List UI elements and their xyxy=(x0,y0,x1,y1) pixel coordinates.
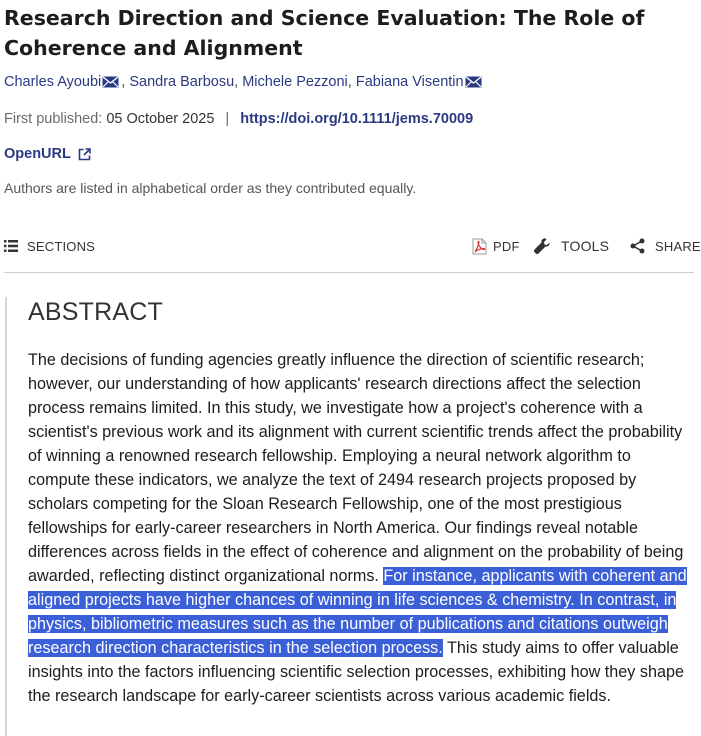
abstract-text-selected[interactable]: For instance, applicants with coherent and aligned projects have higher chances of winning in life sciences & chemistry. In contrast, in physics, bibliometric measures such as the number of publications and citations outweigh research direction characteristics in the selection process. xyxy=(28,567,687,657)
pdf-icon xyxy=(472,238,487,255)
tools-button[interactable] xyxy=(533,236,609,256)
wrench-icon xyxy=(533,237,551,255)
author-separator: , xyxy=(234,74,239,90)
publication-info xyxy=(4,111,473,127)
sections-label: SECTIONS xyxy=(27,238,96,254)
author-list xyxy=(4,74,484,90)
share-icon xyxy=(630,238,645,254)
pdf-label: PDF xyxy=(493,238,520,254)
list-icon xyxy=(4,240,18,252)
published-label: First published: xyxy=(4,111,103,127)
abstract-text-before: The decisions of funding agencies greatly influence the direction of scientific research; however, our understanding of how applicants' research directions affect the selection process remains limited. In this study, we investigate how a project's coherence with a scientist's previous work and its alignment with current scientific trends affect the probability of winning a renowned research fellowship. Employing a neural network algorithm to compute these indicators, we analyze the text of 2494 research projects proposed by scholars competing for the Sloan Research Fellowship, one of the most prestigious fellowships for early-career researchers in North America. Our findings reveal notable differences across fields in the effect of coherence and alignment on the probability of being awarded, reflecting distinct organizational norms. xyxy=(28,351,684,585)
envelope-icon[interactable] xyxy=(465,76,482,88)
share-label: SHARE xyxy=(655,238,701,254)
published-date: 05 October 2025 xyxy=(106,111,215,127)
pdf-button[interactable] xyxy=(472,236,520,256)
abstract-text-after: This study aims to offer valuable insights into the factors influencing scientific selection processes, exhibiting how they shape the research landscape for early-career scientists across various academic fields. xyxy=(28,639,684,705)
openurl-label: OpenURL xyxy=(4,146,71,162)
abstract-heading: ABSTRACT xyxy=(28,298,163,326)
abstract-body xyxy=(28,348,694,708)
article-toolbar xyxy=(4,236,701,256)
author-link[interactable]: Charles Ayoubi xyxy=(4,74,102,90)
article-title: Research Direction and Science Evaluation: The Role of Coherence and Alignment xyxy=(4,6,645,60)
external-link-icon xyxy=(78,148,91,161)
share-button[interactable] xyxy=(630,236,701,256)
tools-label: TOOLS xyxy=(561,238,610,254)
toolbar-divider xyxy=(4,272,694,273)
author-separator: , xyxy=(121,74,126,90)
author-link[interactable]: Sandra Barbosu xyxy=(129,74,235,90)
author-separator: , xyxy=(347,74,352,90)
sections-button[interactable] xyxy=(4,236,95,256)
envelope-icon[interactable] xyxy=(102,76,119,88)
doi-link[interactable]: https://doi.org/10.1111/jems.70009 xyxy=(240,111,474,127)
openurl-link[interactable] xyxy=(4,146,91,162)
divider: | xyxy=(225,111,230,127)
author-link[interactable]: Michele Pezzoni xyxy=(242,74,348,90)
abstract-border xyxy=(5,297,7,736)
author-note: Authors are listed in alphabetical order as they contributed equally. xyxy=(4,180,417,196)
author-link[interactable]: Fabiana Visentin xyxy=(355,74,464,90)
